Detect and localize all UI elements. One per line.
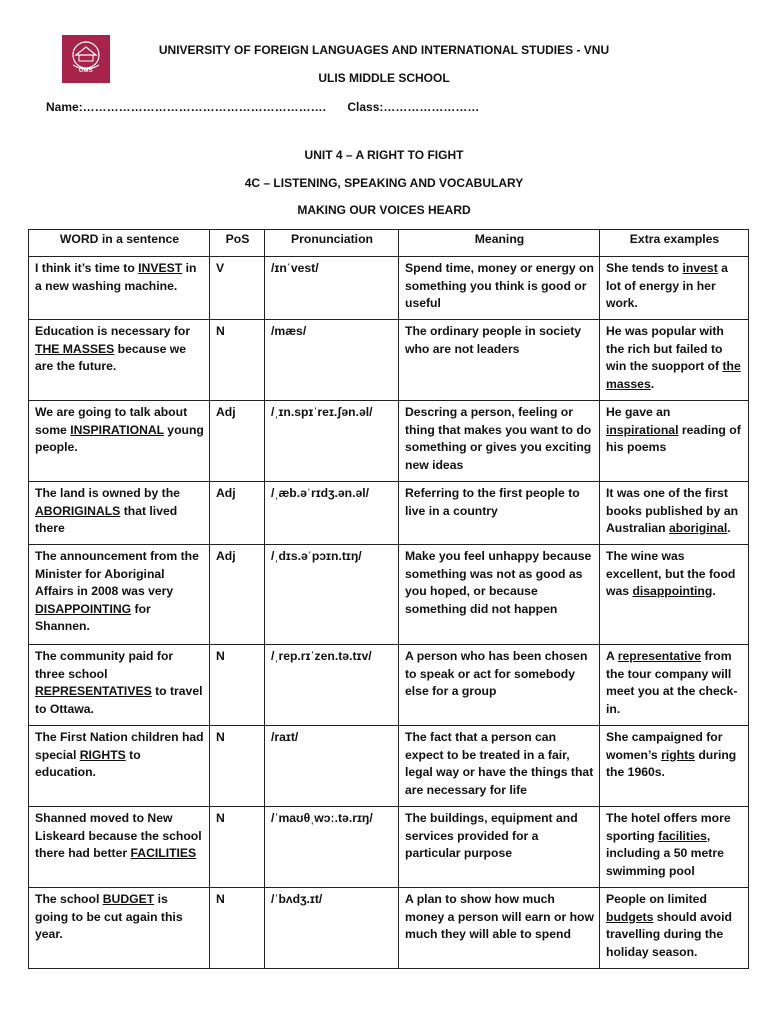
text-segment: The land is owned by the xyxy=(35,486,180,500)
word-sentence-cell xyxy=(29,482,210,545)
text-segment: in a new washing machine. xyxy=(35,261,197,293)
topic-title: MAKING OUR VOICES HEARD xyxy=(297,203,471,217)
text-segment: to education. xyxy=(35,747,141,779)
pronunciation-cell: /ˌdɪs.əˈpɔɪn.tɪŋ/ xyxy=(265,545,399,645)
example-cell xyxy=(600,545,749,645)
text-segment: He gave an xyxy=(606,405,671,419)
example-cell xyxy=(600,482,749,545)
example-cell xyxy=(600,645,749,726)
keyword: invest xyxy=(682,261,718,275)
vocabulary-table xyxy=(28,229,749,969)
header-pronunciation: Pronunciation xyxy=(265,230,399,257)
text-segment: The hotel offers more sporting xyxy=(606,811,731,843)
text-segment: She campaigned for women’s xyxy=(606,730,723,762)
university-title: UNIVERSITY OF FOREIGN LANGUAGES AND INTERNATIONAL STUDIES - VNU xyxy=(158,43,610,57)
text-segment: I think it’s time to xyxy=(35,261,139,275)
example-cell xyxy=(600,401,749,482)
text-segment: young people. xyxy=(35,422,204,454)
pos-cell: Adj xyxy=(210,545,265,645)
example-cell xyxy=(600,320,749,401)
keyword: inspirational xyxy=(606,422,679,437)
text-segment: Shanned moved to New Liskeard because the school there had better xyxy=(35,811,202,860)
pronunciation-cell: /ˌæb.əˈrɪdʒ.ən.əl/ xyxy=(265,482,399,545)
header-examples: Extra examples xyxy=(600,230,749,257)
keyword: facilities xyxy=(658,828,707,843)
text-segment: The announcement from the Minister for Aboriginal Affairs in 2008 was very xyxy=(35,549,199,598)
meaning-cell: The fact that a person can expect to be treated in a fair, legal way or have the things that are necessary for life xyxy=(399,726,600,807)
text-segment: during the 1960s. xyxy=(606,747,737,779)
text-segment: a lot of energy in her work. xyxy=(606,261,728,310)
keyword: aboriginal xyxy=(669,521,728,535)
text-segment: The wine was excellent, but the food was xyxy=(606,549,736,598)
table-row xyxy=(29,401,749,482)
text-segment: . xyxy=(712,584,716,598)
text-segment: because we are the future. xyxy=(35,341,187,373)
pronunciation-cell: /ˈbʌdʒ.ɪt/ xyxy=(265,888,399,969)
meaning-cell: A person who has been chosen to speak or act for somebody else for a group xyxy=(399,645,600,726)
text-segment: It was one of the first books published by an Australian xyxy=(606,486,739,535)
unit-title: UNIT 4 – A RIGHT TO FIGHT xyxy=(304,148,464,162)
keyword: DISAPPOINTING xyxy=(35,601,132,616)
keyword: FACILITIES xyxy=(130,846,197,860)
text-segment: She tends to xyxy=(606,261,683,275)
word-sentence-cell xyxy=(29,807,210,888)
table-row xyxy=(29,645,749,726)
table-row xyxy=(29,888,749,969)
pos-cell: N xyxy=(210,726,265,807)
table-row xyxy=(29,482,749,545)
meaning-cell: Referring to the first people to live in a country xyxy=(399,482,600,545)
keyword: REPRESENTATIVES xyxy=(35,684,152,698)
meaning-cell: The buildings, equipment and services provided for a particular purpose xyxy=(399,807,600,888)
table-row xyxy=(29,807,749,888)
name-field: Name:……………………………………………………. xyxy=(46,100,327,114)
pos-cell: N xyxy=(210,888,265,969)
keyword: THE MASSES xyxy=(35,341,115,356)
pos-cell: Adj xyxy=(210,482,265,545)
keyword: rights xyxy=(661,747,695,762)
logo-text: UMS xyxy=(78,68,94,74)
table-row xyxy=(29,257,749,320)
text-segment: that lived there xyxy=(35,503,178,535)
text-segment: for Shannen. xyxy=(35,601,151,633)
table-row xyxy=(29,545,749,645)
lesson-title: 4C – LISTENING, SPEAKING AND VOCABULARY xyxy=(244,176,524,190)
meaning-cell: Spend time, money or energy on something you think is good or useful xyxy=(399,257,600,320)
example-cell xyxy=(600,888,749,969)
text-segment: A xyxy=(606,649,618,663)
keyword: disappointing xyxy=(632,584,713,598)
text-segment: is going to be cut again this year. xyxy=(35,892,183,941)
text-segment: We are going to talk about some xyxy=(35,405,188,437)
keyword: BUDGET xyxy=(102,892,155,906)
pronunciation-cell: /ˌrep.rɪˈzen.tə.tɪv/ xyxy=(265,645,399,726)
keyword: budgets xyxy=(606,909,654,924)
text-segment: . xyxy=(650,376,655,391)
pronunciation-cell: /raɪt/ xyxy=(265,726,399,807)
example-cell xyxy=(600,257,749,320)
school-title: ULIS MIDDLE SCHOOL xyxy=(318,71,450,85)
example-cell xyxy=(600,807,749,888)
text-segment: The school xyxy=(35,892,103,906)
keyword: RIGHTS xyxy=(79,747,126,762)
example-cell xyxy=(600,726,749,807)
word-sentence-cell xyxy=(29,320,210,401)
meaning-cell: The ordinary people in society who are not leaders xyxy=(399,320,600,401)
header-pos: PoS xyxy=(210,230,265,257)
meaning-cell: Descring a person, feeling or thing that makes you want to do something or gives you exciting new ideas xyxy=(399,401,600,482)
text-segment: to travel to Ottawa. xyxy=(35,684,203,716)
word-sentence-cell xyxy=(29,401,210,482)
keyword: INVEST xyxy=(138,261,183,275)
word-sentence-cell xyxy=(29,726,210,807)
text-segment: The community paid for three school xyxy=(35,649,174,681)
text-segment: , including a 50 metre swimming pool xyxy=(606,828,724,878)
text-segment: reading of his poems xyxy=(606,422,741,454)
word-sentence-cell xyxy=(29,888,210,969)
pronunciation-cell: /ˌɪn.spɪˈreɪ.ʃən.əl/ xyxy=(265,401,399,482)
word-sentence-cell xyxy=(29,257,210,320)
table-body xyxy=(29,257,749,969)
text-segment: . xyxy=(727,521,731,535)
meaning-cell: A plan to show how much money a person will earn or how much they will able to spend xyxy=(399,888,600,969)
pos-cell: N xyxy=(210,807,265,888)
keyword: representative xyxy=(617,649,702,663)
word-sentence-cell xyxy=(29,645,210,726)
pronunciation-cell: /mæs/ xyxy=(265,320,399,401)
text-segment: from the tour company will meet you at the check-in. xyxy=(606,649,738,716)
table-row xyxy=(29,320,749,401)
text-segment: The First Nation children had special xyxy=(35,730,204,762)
text-segment: He was popular with the rich but failed to win the suopport of xyxy=(606,324,724,373)
pronunciation-cell: /ˈmaʊθˌwɔː.tə.rɪŋ/ xyxy=(265,807,399,888)
table-row xyxy=(29,726,749,807)
header-meaning: Meaning xyxy=(399,230,600,257)
name-class-row xyxy=(46,100,497,114)
text-segment: People on limited xyxy=(606,892,707,906)
text-segment: Education is necessary for xyxy=(35,324,191,338)
word-sentence-cell xyxy=(29,545,210,645)
keyword: the masses xyxy=(606,359,741,391)
table-header-row xyxy=(29,230,749,257)
pos-cell: N xyxy=(210,645,265,726)
header-word: WORD in a sentence xyxy=(29,230,210,257)
keyword: ABORIGINALS xyxy=(35,503,121,518)
pos-cell: V xyxy=(210,257,265,320)
pos-cell: N xyxy=(210,320,265,401)
text-segment: should avoid travelling during the holiday season. xyxy=(606,909,732,959)
meaning-cell: Make you feel unhappy because something was not as good as you hoped, or because something did not happen xyxy=(399,545,600,645)
keyword: INSPIRATIONAL xyxy=(70,422,164,437)
class-field: Class:…………………… xyxy=(347,100,480,114)
pos-cell: Adj xyxy=(210,401,265,482)
pronunciation-cell: /ɪnˈvest/ xyxy=(265,257,399,320)
